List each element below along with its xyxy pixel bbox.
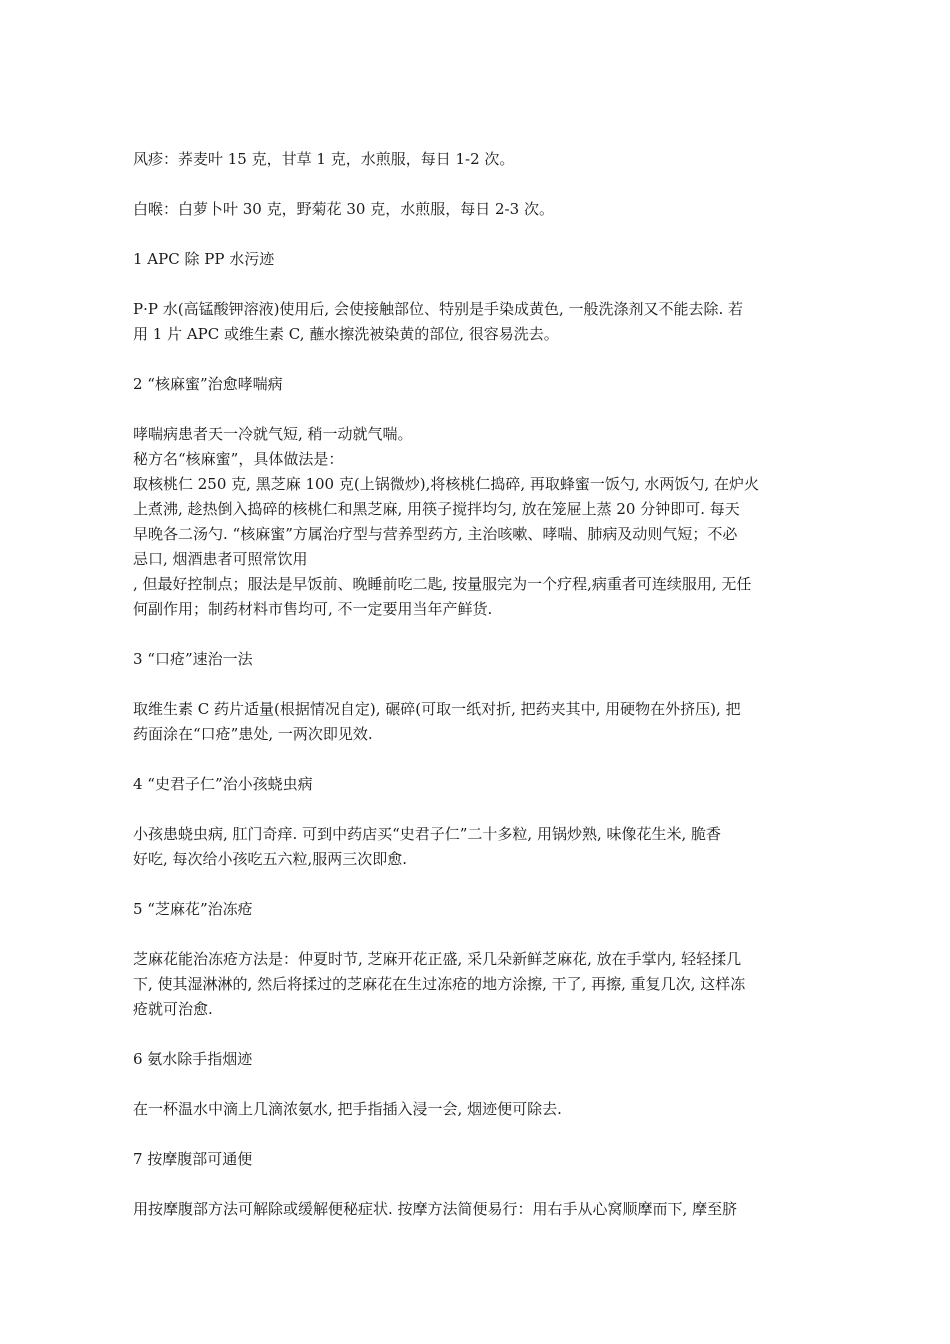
paragraph-gap bbox=[133, 1072, 823, 1097]
text-line: 药面涂在“口疮”患处, 一两次即见效. bbox=[133, 725, 373, 743]
paragraph-gap bbox=[133, 347, 823, 372]
section-heading: 5 “芝麻花”治冻疮 bbox=[133, 900, 253, 918]
paragraph-gap bbox=[133, 1172, 823, 1197]
text-line: 何副作用；制药材料市售均可, 不一定要用当年产鲜货. bbox=[133, 600, 493, 618]
text-line: 白喉：白萝卜叶 30 克，野菊花 30 克，水煎服，每日 2-3 次。 bbox=[133, 200, 554, 218]
section-heading: 7 按摩腹部可通便 bbox=[133, 1150, 253, 1168]
text-line: 风疹：荞麦叶 15 克，甘草 1 克，水煎服，每日 1-2 次。 bbox=[133, 150, 515, 168]
paragraph-gap bbox=[133, 1022, 823, 1047]
paragraph-gap bbox=[133, 272, 823, 297]
paragraph-gap bbox=[133, 1122, 823, 1147]
section-heading: 6 氨水除手指烟迹 bbox=[133, 1050, 253, 1068]
text-line: 好吃, 每次给小孩吃五六粒,服两三次即愈. bbox=[133, 850, 408, 868]
paragraph-gap bbox=[133, 922, 823, 947]
section-heading: 3 “口疮”速治一法 bbox=[133, 650, 253, 668]
text-line: 疮就可治愈. bbox=[133, 1000, 213, 1018]
paragraph-gap bbox=[133, 797, 823, 822]
section-heading: 2 “核麻蜜”治愈哮喘病 bbox=[133, 375, 283, 393]
text-line: , 但最好控制点；服法是早饭前、晚睡前吃二匙, 按量服完为一个疗程,病重者可连续服用, 无任 bbox=[133, 575, 752, 593]
paragraph-gap bbox=[133, 397, 823, 422]
text-line: 取维生素 C 药片适量(根据情况自定), 碾碎(可取一纸对折, 把药夹其中, 用硬物在外挤压), 把 bbox=[133, 700, 741, 718]
text-line: 在一杯温水中滴上几滴浓氨水, 把手指插入浸一会, 烟迹便可除去. bbox=[133, 1100, 562, 1118]
paragraph-gap bbox=[133, 622, 823, 647]
text-line: 取核桃仁 250 克, 黑芝麻 100 克(上锅微炒),将核桃仁捣碎, 再取蜂蜜一饭勺, 水两饭勺, 在炉火 bbox=[133, 475, 759, 493]
text-line: 忌口, 烟酒患者可照常饮用 bbox=[133, 550, 308, 568]
text-line: P·P 水(高锰酸钾溶液)使用后, 会使接触部位、特别是手染成黄色, 一般洗涤剂又不能去除. 若 bbox=[133, 300, 744, 318]
text-line: 小孩患蛲虫病, 肛门奇痒. 可到中药店买“史君子仁”二十多粒, 用锅炒熟, 味像花生米, 脆香 bbox=[133, 825, 722, 843]
section-heading: 1 APC 除 PP 水污迹 bbox=[133, 250, 275, 268]
section-heading: 4 “史君子仁”治小孩蛲虫病 bbox=[133, 775, 313, 793]
text-line: 芝麻花能治冻疮方法是：仲夏时节, 芝麻开花正盛, 采几朵新鲜芝麻花, 放在手掌内, 轻轻揉几 bbox=[133, 950, 742, 968]
text-line: 早晚各二汤勺. “核麻蜜”方属治疗型与营养型药方, 主治咳嗽、哮喘、肺病及动则气短；不必 bbox=[133, 525, 738, 543]
text-line: 上煮沸, 趁热倒入捣碎的核桃仁和黑芝麻, 用筷子搅拌均匀, 放在笼屉上蒸 20 分钟即可. 每天 bbox=[133, 500, 740, 518]
text-line: 哮喘病患者天一冷就气短, 稍一动就气喘。 bbox=[133, 425, 413, 443]
text-line: 用按摩腹部方法可解除或缓解便秘症状. 按摩方法简便易行：用右手从心窝顺摩而下, 摩至脐 bbox=[133, 1200, 738, 1218]
paragraph-gap bbox=[133, 222, 823, 247]
paragraph-gap bbox=[133, 672, 823, 697]
paragraph-gap bbox=[133, 172, 823, 197]
paragraph-gap bbox=[133, 872, 823, 897]
text-line: 秘方名“核麻蜜”，具体做法是： bbox=[133, 450, 344, 468]
text-line: 用 1 片 APC 或维生素 C, 蘸水擦洗被染黄的部位, 很容易洗去。 bbox=[133, 325, 559, 343]
text-line: 下, 使其湿淋淋的, 然后将揉过的芝麻花在生过冻疮的地方涂擦, 干了, 再擦, 重复几次, 这样冻 bbox=[133, 975, 746, 993]
document-body bbox=[133, 147, 823, 1222]
paragraph-gap bbox=[133, 747, 823, 772]
